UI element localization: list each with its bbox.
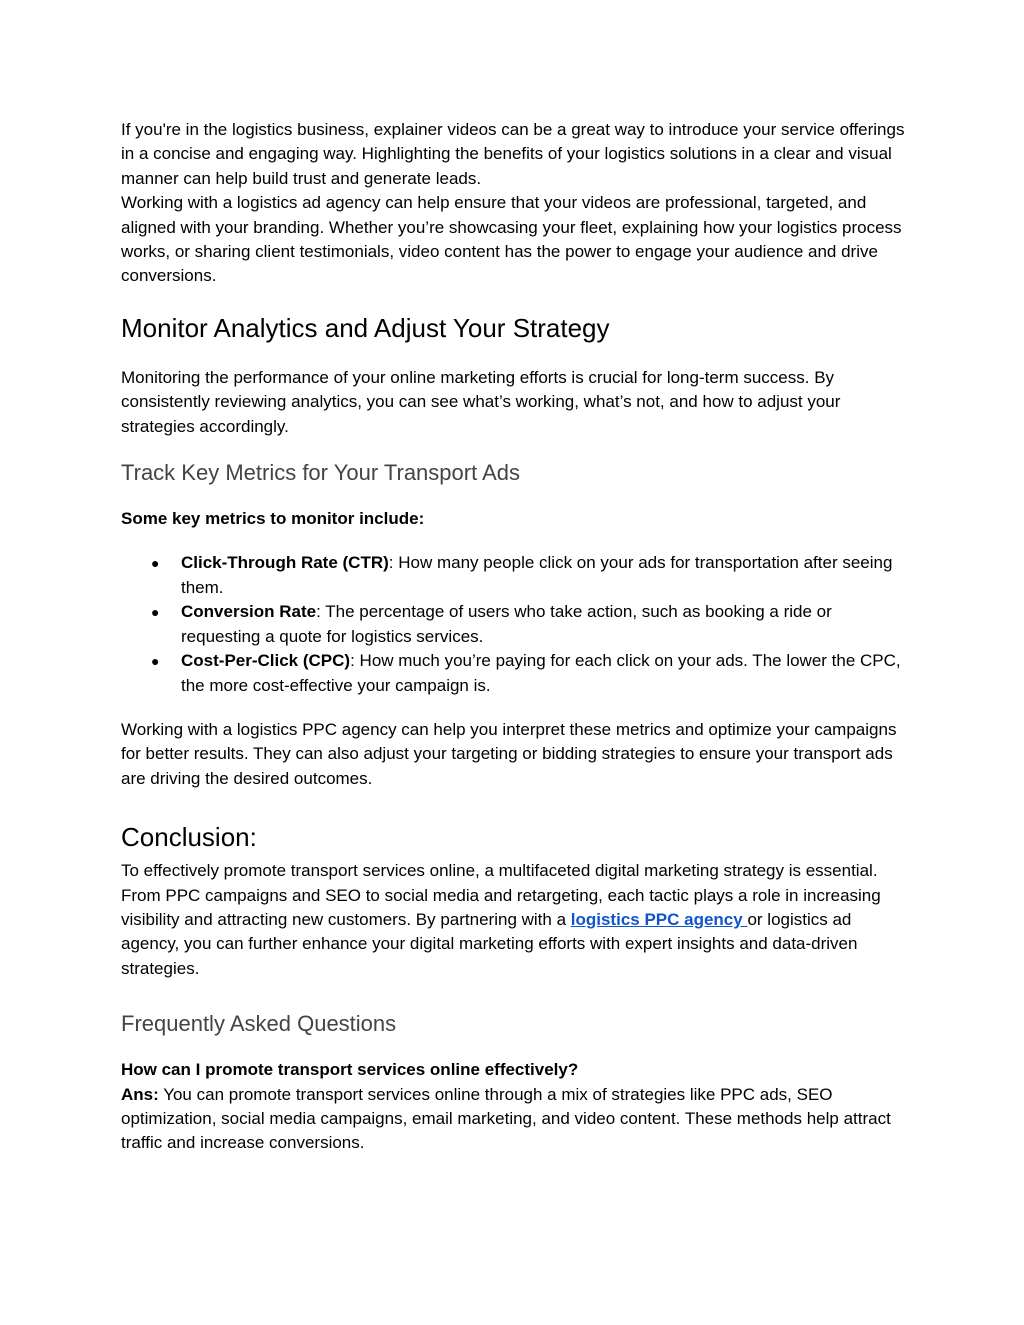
metric-term: Conversion Rate xyxy=(181,602,317,622)
heading-track-metrics: Track Key Metrics for Your Transport Ads xyxy=(121,460,521,486)
answer-label: Ans: xyxy=(121,1084,159,1104)
conclusion-text-before: To effectively promote transport services online, a multifaceted digital marketing strategy is essential. From PPC campaigns and SEO to social media and retargeting, each tactic plays a role in increasing visibility and attracting new customers. By partnering with a xyxy=(121,861,881,929)
metric-desc: : The percentage of users who take action, such as booking a ride or requesting a quote for logistics services. xyxy=(181,602,832,646)
conclusion-paragraph xyxy=(121,859,911,981)
heading-monitor-analytics: Monitor Analytics and Adjust Your Strategy xyxy=(121,312,610,343)
metric-desc: : How many people click on your ads for transportation after seeing them. xyxy=(181,553,893,597)
list-item xyxy=(121,600,911,649)
document-page xyxy=(121,118,911,1156)
analytics-paragraph: Monitoring the performance of your online marketing efforts is crucial for long-term success. By consistently reviewing analytics, you can see what’s working, what’s not, and how to adjust your strategies accordingly. xyxy=(121,367,841,436)
list-item xyxy=(121,551,911,600)
list-item xyxy=(121,649,911,698)
faq-answer xyxy=(121,1083,911,1156)
metric-term: Click-Through Rate (CTR) xyxy=(181,553,389,573)
metrics-lead: Some key metrics to monitor include: xyxy=(121,509,425,529)
bullet-icon: ● xyxy=(151,653,160,670)
metrics-list xyxy=(121,551,911,697)
intro-paragraph-2: Working with a logistics ad agency can help ensure that your videos are professional, targeted, and aligned with your branding. Whether you’re showcasing your fleet, explaining how your logistics process works, or sharing client testimonials, video content has the power to engage your audience and drive conversions. xyxy=(121,193,902,286)
conclusion-text-after: or logistics ad agency, you can further enhance your digital marketing efforts with expert insights and data-driven strategies. xyxy=(121,909,858,978)
logistics-ppc-agency-link[interactable]: logistics PPC agency xyxy=(570,909,748,929)
bullet-icon: ● xyxy=(151,604,160,621)
faq-question: How can I promote transport services online effectively? xyxy=(121,1060,579,1080)
ppc-agency-paragraph: Working with a logistics PPC agency can help you interpret these metrics and optimize your campaigns for better results. They can also adjust your targeting or bidding strategies to ensure your transport ads are driving the desired outcomes. xyxy=(121,719,897,788)
heading-faq: Frequently Asked Questions xyxy=(121,1011,397,1037)
answer-text: You can promote transport services online through a mix of strategies like PPC ads, SEO optimization, social media campaigns, email marketing, and video content. These methods help attract traffic and increase conversions. xyxy=(121,1084,891,1153)
heading-conclusion: Conclusion: xyxy=(121,822,257,853)
metric-term: Cost-Per-Click (CPC) xyxy=(181,651,351,671)
bullet-icon: ● xyxy=(151,555,160,572)
metric-desc: : How much you’re paying for each click on your ads. The lower the CPC, the more cost-effective your campaign is. xyxy=(181,651,901,695)
intro-paragraph-1: If you're in the logistics business, explainer videos can be a great way to introduce your service offerings in a concise and engaging way. Highlighting the benefits of your logistics solutions in a clear and visual manner can help build trust and generate leads. xyxy=(121,120,905,188)
